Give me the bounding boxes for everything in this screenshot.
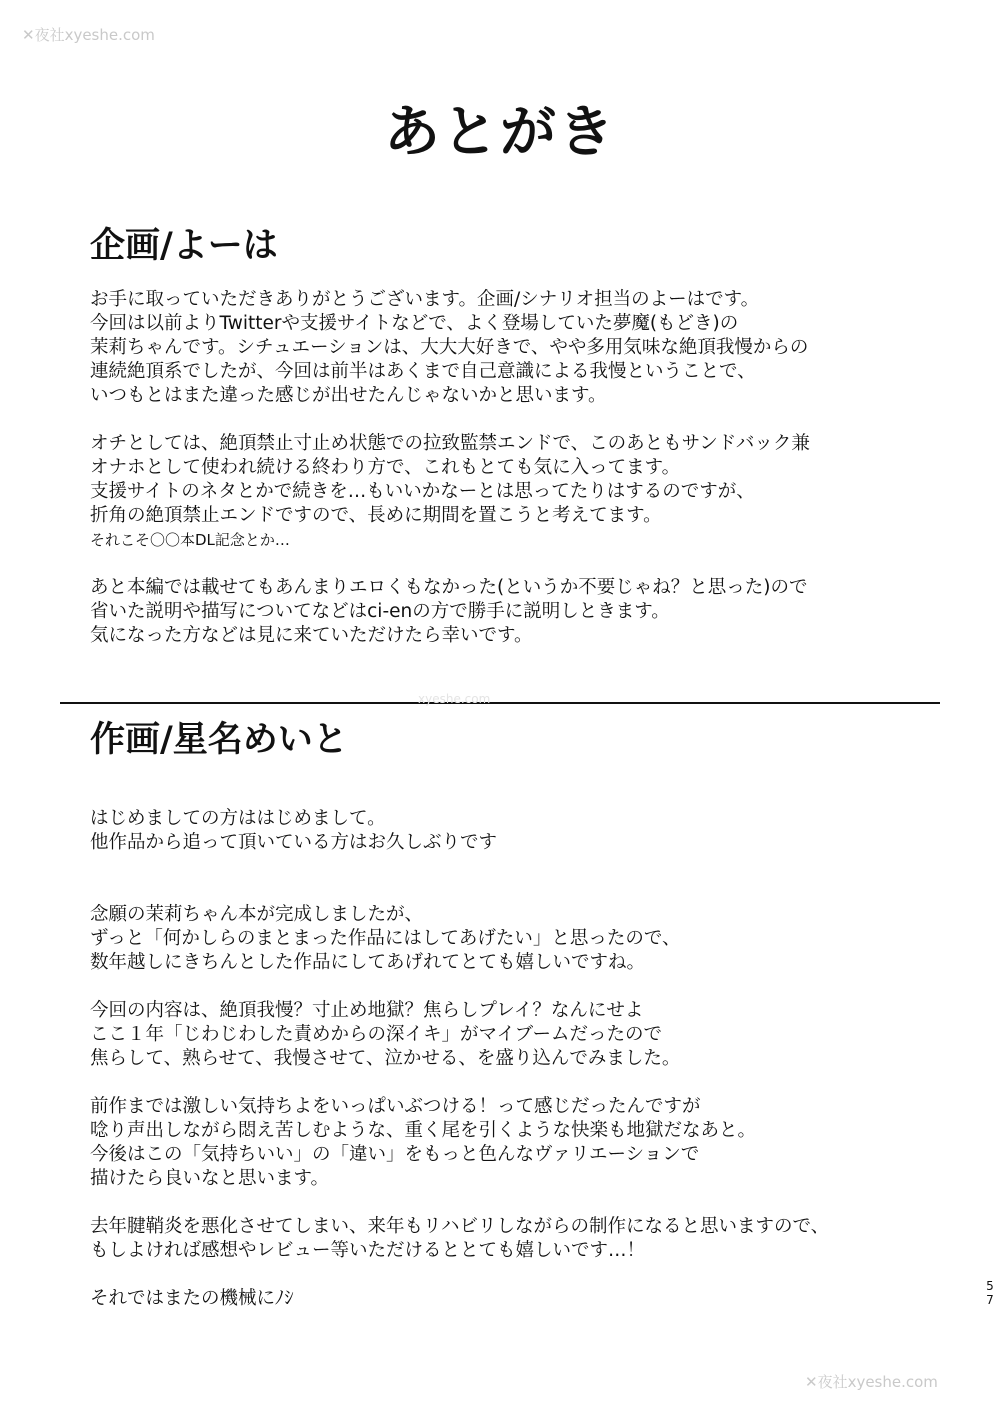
text-line: オチとしては、絶頂禁止寸止め状態での拉致監禁エンドで、このあともサンドバック兼 (90, 433, 810, 454)
text-line: 気になった方などは見に来ていただけたら幸いです。 (90, 625, 533, 646)
section-divider (60, 702, 940, 704)
text-line: 数年越しにきちんとした作品にしてあげれてとても嬉しいですね。 (90, 952, 646, 973)
text-line: 連続絶頂系でしたが、今回は前半はあくまで自己意識による我慢ということで、 (90, 361, 756, 382)
text-line: 他作品から追って頂いている方はお久しぶりです (90, 832, 498, 853)
text-line: いつもとはまた違った感じが出せたんじゃないかと思います。 (90, 385, 607, 406)
paragraph-gap (90, 1191, 950, 1215)
text-line: はじめましての方ははじめまして。 (90, 808, 386, 829)
section-heading-planning: 企画/よーは (90, 226, 278, 266)
text-line: それこそ〇〇本DL記念とか… (90, 531, 290, 549)
text-line: 今回の内容は、絶頂我慢？寸止め地獄？焦らしプレイ？なんにせよ (90, 1000, 644, 1021)
text-line: ずっと「何かしらのまとまった作品にはしてあげたい」と思ったので、 (90, 928, 681, 949)
paragraph-gap (90, 975, 950, 999)
page-number (985, 1279, 995, 1307)
text-line: 茉莉ちゃんです。シチュエーションは、大大大好きで、やや多用気味な絶頂我慢からの (90, 337, 809, 358)
text-line: 今後はこの「気持ちいい」の「違い」をもっと色んなヴァリエーションで (90, 1144, 700, 1165)
page-number-digit: 5 (986, 1279, 994, 1293)
paragraph-gap (90, 1071, 950, 1095)
paragraph-gap (90, 552, 950, 576)
section-heading-art: 作画/星名めいと (90, 720, 348, 760)
text-line: オナホとして使われ続ける終わり方で、これもとても気に入ってます。 (90, 457, 681, 478)
watermark-bottom: ✕夜社xyeshe.com (805, 1373, 938, 1391)
watermark-top: ✕夜社xyeshe.com (22, 26, 155, 44)
page-number-digit: 7 (986, 1293, 994, 1307)
text-line: それではまたの機械にﾉｼ (90, 1288, 294, 1309)
text-line: お手に取っていただきありがとうございます。企画/シナリオ担当のよーはです。 (90, 289, 760, 310)
text-line: 焦らして、熟らせて、我慢させて、泣かせる、を盛り込んでみました。 (90, 1048, 681, 1069)
paragraph-gap (90, 408, 950, 432)
text-line: 支援サイトのネタとかで続きを…もいいかなーとは思ってたりはするのですが、 (90, 481, 755, 502)
text-line: ここ１年「じわじわした責めからの深イキ」がマイブームだったので (90, 1024, 663, 1045)
watermark-middle: xyeshe.com (418, 692, 491, 706)
page-title: あとがき (384, 100, 616, 165)
section-body-art (90, 807, 950, 1311)
text-line: 描けたら良いなと思います。 (90, 1168, 330, 1189)
text-line: 去年腱鞘炎を悪化させてしまい、来年もリハビリしながらの制作になると思いますので、 (90, 1216, 830, 1237)
text-line: 省いた説明や描写についてなどはci-enの方で勝手に説明しときます。 (90, 601, 670, 622)
paragraph-gap (90, 855, 950, 903)
text-line: 前作までは激しい気持ちよをいっぱいぶつける！って感じだったんですが (90, 1096, 701, 1117)
text-line: 今回は以前よりTwitterや支援サイトなどで、よく登場していた夢魔(もどき)の (90, 313, 739, 334)
text-line: あと本編では載せてもあんまりエロくもなかった(というか不要じゃね？と思った)ので (90, 577, 808, 598)
paragraph-gap (90, 1263, 950, 1287)
text-line: 唸り声出しながら悶え苦しむような、重く尾を引くような快楽も地獄だなあと。 (90, 1120, 757, 1141)
text-line: もしよければ感想やレビュー等いただけるととても嬉しいです…！ (90, 1240, 646, 1261)
section-body-planning (90, 288, 950, 648)
text-line: 念願の茉莉ちゃん本が完成しましたが、 (90, 904, 424, 925)
text-line: 折角の絶頂禁止エンドですので、長めに期間を置こうと考えてます。 (90, 505, 662, 526)
